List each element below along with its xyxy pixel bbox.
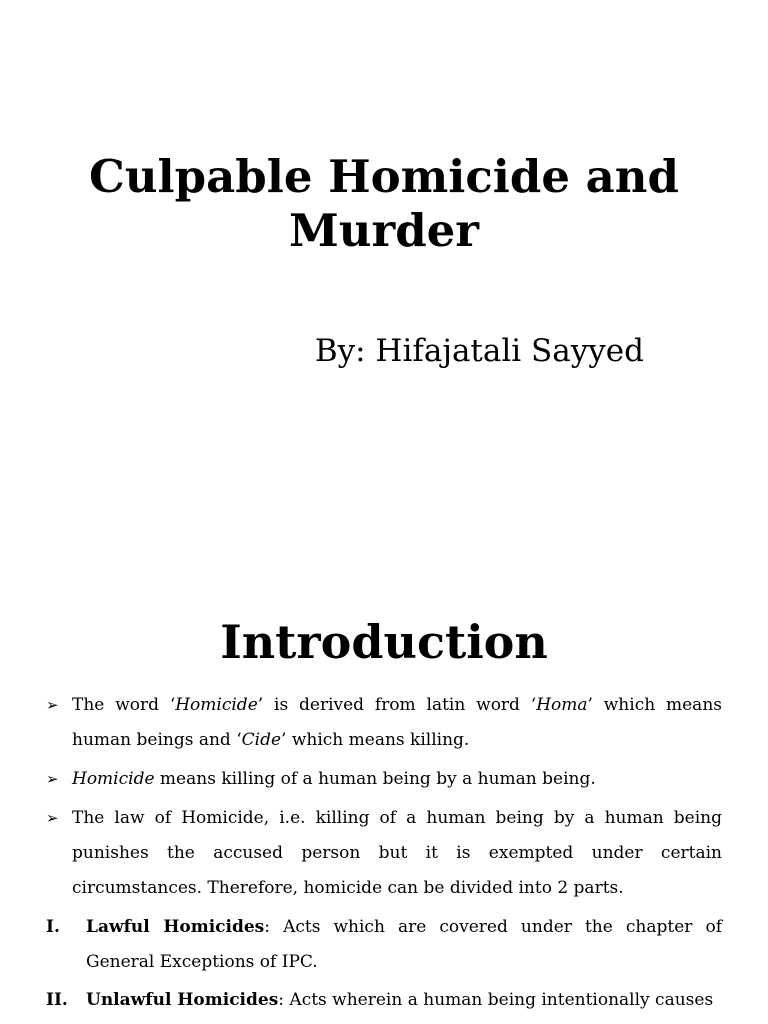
arrow-bullet-icon: ➢ [46,809,59,827]
introduction-content [46,688,722,1021]
bullet-text: The word ‘Homicide’ is derived from latin word ‘Homa’ which means human beings and ‘Cide’ which means killing. [72,695,722,750]
numbered-text: Unlawful Homicides: Acts wherein a human being intentionally causes [86,990,714,1010]
bullet-text: The law of Homicide, i.e. killing of a human being by a human being punishes the accused person but it is exempted under certain circumstances. Therefore, homicide can be divided into 2 parts. [72,808,722,898]
bullet-item-homicide-meaning [46,762,722,797]
arrow-bullet-icon: ➢ [46,770,59,788]
bullet-item-homicide-etymology [46,688,722,758]
arrow-bullet-icon: ➢ [46,696,59,714]
section-heading-introduction: Introduction [220,615,548,669]
roman-numeral: II. [46,990,68,1010]
document-title: Culpable Homicide and Murder [89,150,679,257]
bullet-text: Homicide means killing of a human being by a human being. [72,769,596,789]
roman-numeral: I. [46,917,60,937]
bullet-item-law-of-homicide [46,801,722,906]
author-line: By: Hifajatali Sayyed [314,333,644,369]
numbered-item-lawful-homicides [46,910,722,980]
numbered-item-unlawful-homicides [46,983,722,1018]
numbered-text: Lawful Homicides: Acts which are covered under the chapter of General Exceptions of IPC. [86,917,722,972]
